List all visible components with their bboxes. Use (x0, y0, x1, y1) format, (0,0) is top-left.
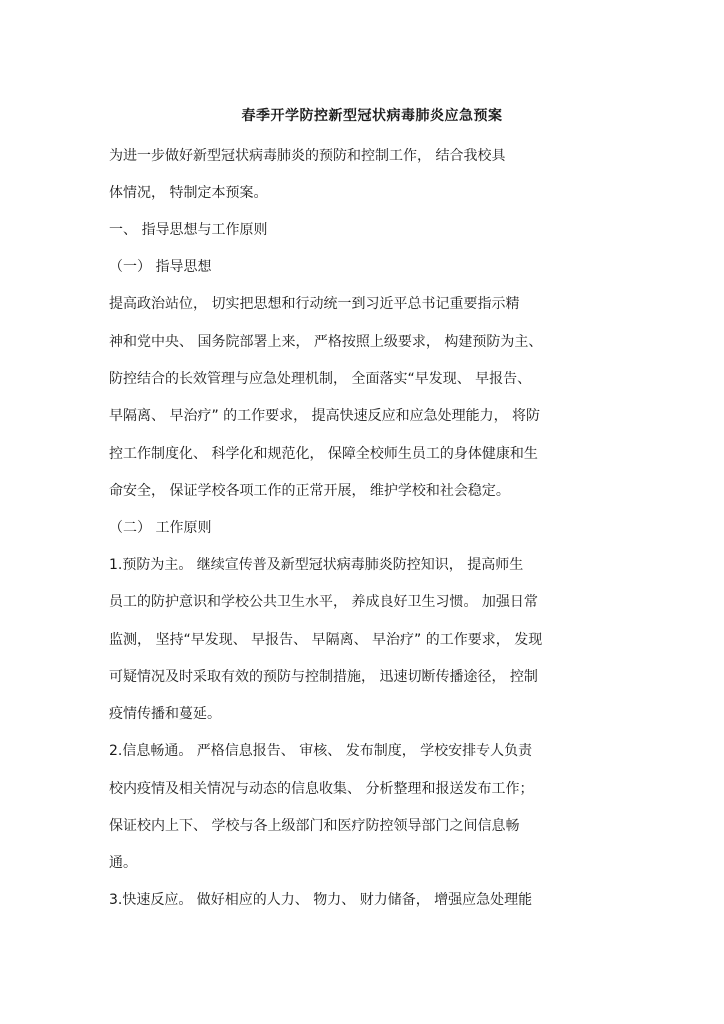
paragraph-line: 命安全， 保证学校各项工作的正常开展， 维护学校和社会稳定。 (109, 483, 510, 499)
paragraph-line: 1.预防为主。 继续宣传普及新型冠状病毒肺炎防控知识， 提高师生 (109, 557, 524, 573)
paragraph-line: 通。 (109, 855, 137, 871)
paragraph-line: 防控结合的长效管理与应急处理机制， 全面落实“早发现、 早报告、 (109, 371, 532, 387)
paragraph-line: 可疑情况及时采取有效的预防与控制措施， 迅速切断传播途径， 控制 (109, 669, 538, 685)
paragraph-line: 神和党中央、 国务院部署上来， 严格按照上级要求， 构建预防为主、 (109, 334, 543, 350)
paragraph-line: 3.快速反应。 做好相应的人力、 物力、 财力储备， 增强应急处理能 (109, 892, 533, 908)
paragraph-line: 校内疫情及相关情况与动态的信息收集、 分析整理和报送发布工作； (109, 781, 534, 797)
paragraph-line: 监测， 坚持“早发现、 早报告、 早隔离、 早治疗” 的工作要求， 发现 (109, 632, 543, 648)
paragraph-line: 保证校内上下、 学校与各上级部门和医疗防控领导部门之间信息畅 (109, 818, 520, 834)
subsection-heading: （一） 指导思想 (109, 259, 212, 275)
section-heading: 一、 指导思想与工作原则 (109, 222, 268, 238)
paragraph-line: 为进一步做好新型冠状病毒肺炎的预防和控制工作， 结合我校具 (109, 148, 506, 164)
paragraph-line: 疫情传播和蔓延。 (109, 706, 221, 722)
paragraph-line: 员工的防护意识和学校公共卫生水平， 养成良好卫生习惯。 加强日常 (109, 594, 538, 610)
paragraph-line: 2.信息畅通。 严格信息报告、 审核、 发布制度， 学校安排专人负责 (109, 743, 533, 759)
paragraph-line: 控工作制度化、 科学化和规范化， 保障全校师生员工的身体健康和生 (109, 446, 538, 462)
paragraph-line: 早隔离、 早治疗” 的工作要求， 提高快速反应和应急处理能力， 将防 (109, 408, 541, 424)
subsection-heading: （二） 工作原则 (109, 520, 212, 536)
document-title: 春季开学防控新型冠状病毒肺炎应急预案 (241, 108, 503, 124)
paragraph-line: 体情况， 特制定本预案。 (109, 185, 268, 201)
paragraph-line: 提高政治站位， 切实把思想和行动统一到习近平总书记重要指示精 (109, 296, 520, 312)
